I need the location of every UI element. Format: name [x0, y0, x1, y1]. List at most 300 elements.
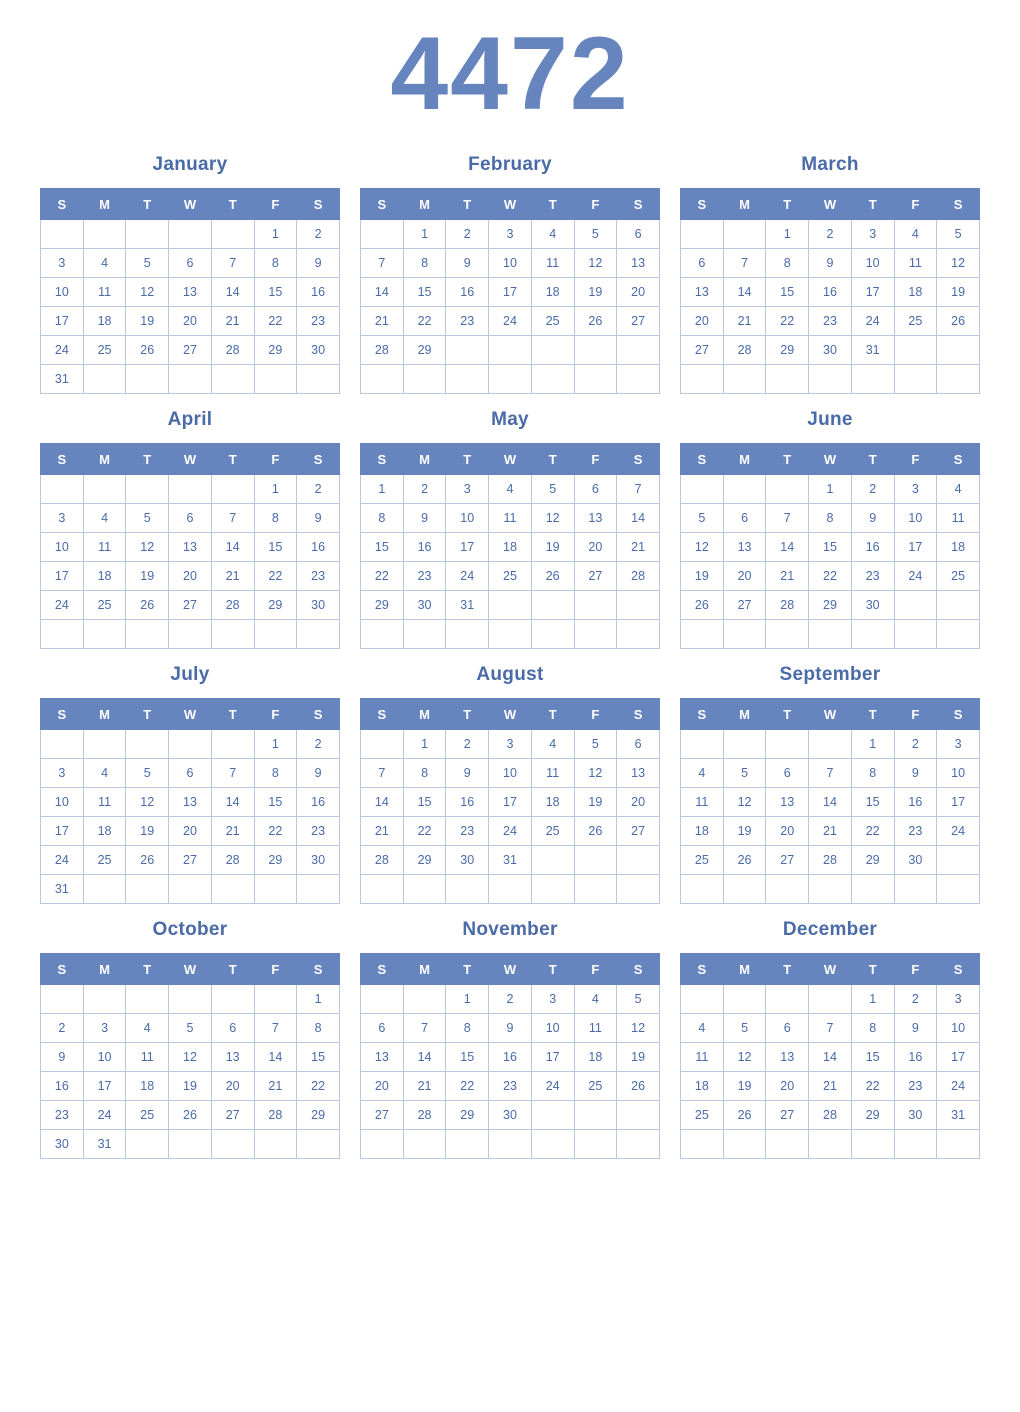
day-cell[interactable]: 11: [83, 533, 126, 562]
day-cell[interactable]: 1: [361, 475, 404, 504]
day-cell[interactable]: 14: [254, 1043, 297, 1072]
day-cell[interactable]: 23: [297, 307, 340, 336]
day-cell[interactable]: 2: [894, 730, 937, 759]
day-cell[interactable]: 29: [254, 591, 297, 620]
day-cell[interactable]: 5: [574, 730, 617, 759]
day-cell[interactable]: 15: [403, 788, 446, 817]
day-cell[interactable]: 26: [681, 591, 724, 620]
day-cell[interactable]: 25: [894, 307, 937, 336]
day-cell[interactable]: 5: [126, 249, 169, 278]
day-cell[interactable]: 26: [723, 1101, 766, 1130]
day-cell[interactable]: 7: [617, 475, 660, 504]
day-cell[interactable]: 30: [809, 336, 852, 365]
day-cell[interactable]: 18: [681, 817, 724, 846]
day-cell[interactable]: 23: [297, 817, 340, 846]
day-cell[interactable]: 13: [169, 533, 212, 562]
day-cell[interactable]: 19: [723, 817, 766, 846]
day-cell[interactable]: 8: [361, 504, 404, 533]
day-cell[interactable]: 25: [937, 562, 980, 591]
day-cell[interactable]: 20: [574, 533, 617, 562]
day-cell[interactable]: 16: [446, 278, 489, 307]
day-cell[interactable]: 21: [617, 533, 660, 562]
day-cell[interactable]: 18: [83, 562, 126, 591]
day-cell[interactable]: 2: [297, 730, 340, 759]
day-cell[interactable]: 21: [403, 1072, 446, 1101]
day-cell[interactable]: 9: [297, 759, 340, 788]
day-cell[interactable]: 13: [211, 1043, 254, 1072]
day-cell[interactable]: 13: [617, 249, 660, 278]
day-cell[interactable]: 2: [403, 475, 446, 504]
day-cell[interactable]: 6: [574, 475, 617, 504]
day-cell[interactable]: 19: [681, 562, 724, 591]
day-cell[interactable]: 3: [446, 475, 489, 504]
day-cell[interactable]: 29: [446, 1101, 489, 1130]
day-cell[interactable]: 2: [41, 1014, 84, 1043]
day-cell[interactable]: 5: [681, 504, 724, 533]
day-cell[interactable]: 27: [169, 591, 212, 620]
day-cell[interactable]: 22: [403, 817, 446, 846]
day-cell[interactable]: 4: [531, 220, 574, 249]
day-cell[interactable]: 2: [297, 475, 340, 504]
day-cell[interactable]: 15: [297, 1043, 340, 1072]
day-cell[interactable]: 21: [809, 817, 852, 846]
day-cell[interactable]: 29: [851, 846, 894, 875]
day-cell[interactable]: 6: [169, 759, 212, 788]
day-cell[interactable]: 18: [574, 1043, 617, 1072]
day-cell[interactable]: 22: [254, 817, 297, 846]
day-cell[interactable]: 27: [574, 562, 617, 591]
day-cell[interactable]: 26: [126, 336, 169, 365]
day-cell[interactable]: 31: [851, 336, 894, 365]
day-cell[interactable]: 24: [937, 1072, 980, 1101]
day-cell[interactable]: 22: [254, 307, 297, 336]
day-cell[interactable]: 22: [403, 307, 446, 336]
day-cell[interactable]: 30: [297, 846, 340, 875]
day-cell[interactable]: 3: [851, 220, 894, 249]
day-cell[interactable]: 28: [211, 336, 254, 365]
day-cell[interactable]: 27: [169, 846, 212, 875]
day-cell[interactable]: 27: [766, 846, 809, 875]
day-cell[interactable]: 17: [489, 278, 532, 307]
day-cell[interactable]: 17: [489, 788, 532, 817]
day-cell[interactable]: 16: [489, 1043, 532, 1072]
day-cell[interactable]: 14: [211, 788, 254, 817]
day-cell[interactable]: 22: [766, 307, 809, 336]
day-cell[interactable]: 11: [531, 759, 574, 788]
day-cell[interactable]: 11: [681, 1043, 724, 1072]
day-cell[interactable]: 27: [361, 1101, 404, 1130]
day-cell[interactable]: 29: [809, 591, 852, 620]
day-cell[interactable]: 17: [446, 533, 489, 562]
day-cell[interactable]: 11: [489, 504, 532, 533]
day-cell[interactable]: 6: [617, 220, 660, 249]
day-cell[interactable]: 20: [169, 562, 212, 591]
day-cell[interactable]: 12: [617, 1014, 660, 1043]
day-cell[interactable]: 22: [851, 1072, 894, 1101]
day-cell[interactable]: 1: [254, 730, 297, 759]
day-cell[interactable]: 21: [766, 562, 809, 591]
day-cell[interactable]: 16: [894, 788, 937, 817]
day-cell[interactable]: 11: [681, 788, 724, 817]
day-cell[interactable]: 21: [723, 307, 766, 336]
day-cell[interactable]: 1: [851, 985, 894, 1014]
day-cell[interactable]: 2: [297, 220, 340, 249]
day-cell[interactable]: 20: [766, 817, 809, 846]
day-cell[interactable]: 31: [937, 1101, 980, 1130]
day-cell[interactable]: 25: [83, 846, 126, 875]
day-cell[interactable]: 14: [361, 788, 404, 817]
day-cell[interactable]: 12: [531, 504, 574, 533]
day-cell[interactable]: 1: [851, 730, 894, 759]
day-cell[interactable]: 20: [169, 817, 212, 846]
day-cell[interactable]: 8: [254, 249, 297, 278]
day-cell[interactable]: 20: [766, 1072, 809, 1101]
day-cell[interactable]: 21: [211, 562, 254, 591]
day-cell[interactable]: 2: [809, 220, 852, 249]
day-cell[interactable]: 12: [126, 278, 169, 307]
day-cell[interactable]: 4: [83, 504, 126, 533]
day-cell[interactable]: 29: [361, 591, 404, 620]
day-cell[interactable]: 25: [126, 1101, 169, 1130]
day-cell[interactable]: 19: [126, 817, 169, 846]
day-cell[interactable]: 7: [809, 1014, 852, 1043]
day-cell[interactable]: 5: [126, 504, 169, 533]
day-cell[interactable]: 6: [361, 1014, 404, 1043]
day-cell[interactable]: 14: [723, 278, 766, 307]
day-cell[interactable]: 15: [361, 533, 404, 562]
day-cell[interactable]: 27: [681, 336, 724, 365]
day-cell[interactable]: 7: [254, 1014, 297, 1043]
day-cell[interactable]: 3: [83, 1014, 126, 1043]
day-cell[interactable]: 14: [809, 1043, 852, 1072]
day-cell[interactable]: 16: [446, 788, 489, 817]
day-cell[interactable]: 18: [937, 533, 980, 562]
day-cell[interactable]: 19: [937, 278, 980, 307]
day-cell[interactable]: 24: [446, 562, 489, 591]
day-cell[interactable]: 15: [851, 1043, 894, 1072]
day-cell[interactable]: 18: [126, 1072, 169, 1101]
day-cell[interactable]: 29: [851, 1101, 894, 1130]
day-cell[interactable]: 6: [766, 759, 809, 788]
day-cell[interactable]: 26: [937, 307, 980, 336]
day-cell[interactable]: 4: [894, 220, 937, 249]
day-cell[interactable]: 8: [446, 1014, 489, 1043]
day-cell[interactable]: 23: [894, 817, 937, 846]
day-cell[interactable]: 12: [574, 759, 617, 788]
day-cell[interactable]: 3: [41, 759, 84, 788]
day-cell[interactable]: 28: [211, 846, 254, 875]
day-cell[interactable]: 7: [211, 759, 254, 788]
day-cell[interactable]: 26: [531, 562, 574, 591]
day-cell[interactable]: 31: [489, 846, 532, 875]
day-cell[interactable]: 4: [83, 759, 126, 788]
day-cell[interactable]: 8: [403, 249, 446, 278]
day-cell[interactable]: 17: [937, 788, 980, 817]
day-cell[interactable]: 10: [446, 504, 489, 533]
day-cell[interactable]: 16: [851, 533, 894, 562]
day-cell[interactable]: 28: [361, 846, 404, 875]
day-cell[interactable]: 28: [403, 1101, 446, 1130]
day-cell[interactable]: 27: [766, 1101, 809, 1130]
day-cell[interactable]: 6: [723, 504, 766, 533]
day-cell[interactable]: 2: [894, 985, 937, 1014]
day-cell[interactable]: 23: [41, 1101, 84, 1130]
day-cell[interactable]: 8: [809, 504, 852, 533]
day-cell[interactable]: 15: [254, 788, 297, 817]
day-cell[interactable]: 2: [446, 220, 489, 249]
day-cell[interactable]: 25: [489, 562, 532, 591]
day-cell[interactable]: 12: [723, 1043, 766, 1072]
day-cell[interactable]: 6: [169, 249, 212, 278]
day-cell[interactable]: 22: [361, 562, 404, 591]
day-cell[interactable]: 28: [809, 1101, 852, 1130]
day-cell[interactable]: 11: [126, 1043, 169, 1072]
day-cell[interactable]: 27: [723, 591, 766, 620]
day-cell[interactable]: 12: [681, 533, 724, 562]
day-cell[interactable]: 28: [254, 1101, 297, 1130]
day-cell[interactable]: 7: [809, 759, 852, 788]
day-cell[interactable]: 8: [403, 759, 446, 788]
day-cell[interactable]: 8: [851, 759, 894, 788]
day-cell[interactable]: 20: [617, 278, 660, 307]
day-cell[interactable]: 13: [617, 759, 660, 788]
day-cell[interactable]: 24: [41, 846, 84, 875]
day-cell[interactable]: 8: [851, 1014, 894, 1043]
day-cell[interactable]: 22: [297, 1072, 340, 1101]
day-cell[interactable]: 16: [41, 1072, 84, 1101]
day-cell[interactable]: 31: [41, 365, 84, 394]
day-cell[interactable]: 9: [851, 504, 894, 533]
day-cell[interactable]: 13: [169, 278, 212, 307]
day-cell[interactable]: 9: [403, 504, 446, 533]
day-cell[interactable]: 25: [531, 817, 574, 846]
day-cell[interactable]: 25: [83, 591, 126, 620]
day-cell[interactable]: 23: [851, 562, 894, 591]
day-cell[interactable]: 7: [403, 1014, 446, 1043]
day-cell[interactable]: 9: [809, 249, 852, 278]
day-cell[interactable]: 19: [169, 1072, 212, 1101]
day-cell[interactable]: 6: [766, 1014, 809, 1043]
day-cell[interactable]: 1: [403, 730, 446, 759]
day-cell[interactable]: 9: [894, 759, 937, 788]
day-cell[interactable]: 20: [617, 788, 660, 817]
day-cell[interactable]: 3: [531, 985, 574, 1014]
day-cell[interactable]: 30: [297, 591, 340, 620]
day-cell[interactable]: 23: [446, 817, 489, 846]
day-cell[interactable]: 4: [126, 1014, 169, 1043]
day-cell[interactable]: 15: [254, 533, 297, 562]
day-cell[interactable]: 27: [617, 817, 660, 846]
day-cell[interactable]: 8: [254, 759, 297, 788]
day-cell[interactable]: 10: [489, 759, 532, 788]
day-cell[interactable]: 6: [681, 249, 724, 278]
day-cell[interactable]: 29: [254, 846, 297, 875]
day-cell[interactable]: 24: [937, 817, 980, 846]
day-cell[interactable]: 8: [766, 249, 809, 278]
day-cell[interactable]: 20: [361, 1072, 404, 1101]
day-cell[interactable]: 14: [211, 533, 254, 562]
day-cell[interactable]: 26: [617, 1072, 660, 1101]
day-cell[interactable]: 7: [211, 249, 254, 278]
day-cell[interactable]: 22: [446, 1072, 489, 1101]
day-cell[interactable]: 22: [254, 562, 297, 591]
day-cell[interactable]: 13: [681, 278, 724, 307]
day-cell[interactable]: 17: [83, 1072, 126, 1101]
day-cell[interactable]: 5: [723, 759, 766, 788]
day-cell[interactable]: 28: [361, 336, 404, 365]
day-cell[interactable]: 12: [126, 788, 169, 817]
day-cell[interactable]: 13: [361, 1043, 404, 1072]
day-cell[interactable]: 10: [531, 1014, 574, 1043]
day-cell[interactable]: 16: [894, 1043, 937, 1072]
day-cell[interactable]: 4: [937, 475, 980, 504]
day-cell[interactable]: 16: [297, 788, 340, 817]
day-cell[interactable]: 3: [937, 985, 980, 1014]
day-cell[interactable]: 4: [83, 249, 126, 278]
day-cell[interactable]: 27: [617, 307, 660, 336]
day-cell[interactable]: 19: [126, 307, 169, 336]
day-cell[interactable]: 25: [574, 1072, 617, 1101]
day-cell[interactable]: 29: [254, 336, 297, 365]
day-cell[interactable]: 23: [297, 562, 340, 591]
day-cell[interactable]: 30: [894, 846, 937, 875]
day-cell[interactable]: 20: [211, 1072, 254, 1101]
day-cell[interactable]: 21: [361, 817, 404, 846]
day-cell[interactable]: 13: [766, 788, 809, 817]
day-cell[interactable]: 4: [489, 475, 532, 504]
day-cell[interactable]: 7: [723, 249, 766, 278]
day-cell[interactable]: 9: [446, 759, 489, 788]
day-cell[interactable]: 17: [851, 278, 894, 307]
day-cell[interactable]: 17: [41, 817, 84, 846]
day-cell[interactable]: 24: [83, 1101, 126, 1130]
day-cell[interactable]: 6: [617, 730, 660, 759]
day-cell[interactable]: 4: [574, 985, 617, 1014]
day-cell[interactable]: 1: [254, 475, 297, 504]
day-cell[interactable]: 25: [681, 1101, 724, 1130]
day-cell[interactable]: 1: [297, 985, 340, 1014]
day-cell[interactable]: 13: [766, 1043, 809, 1072]
day-cell[interactable]: 19: [574, 278, 617, 307]
day-cell[interactable]: 10: [489, 249, 532, 278]
day-cell[interactable]: 25: [681, 846, 724, 875]
day-cell[interactable]: 11: [937, 504, 980, 533]
day-cell[interactable]: 14: [211, 278, 254, 307]
day-cell[interactable]: 30: [894, 1101, 937, 1130]
day-cell[interactable]: 31: [446, 591, 489, 620]
day-cell[interactable]: 1: [809, 475, 852, 504]
day-cell[interactable]: 9: [297, 249, 340, 278]
day-cell[interactable]: 17: [937, 1043, 980, 1072]
day-cell[interactable]: 21: [211, 817, 254, 846]
day-cell[interactable]: 12: [126, 533, 169, 562]
day-cell[interactable]: 10: [894, 504, 937, 533]
day-cell[interactable]: 26: [574, 307, 617, 336]
day-cell[interactable]: 13: [169, 788, 212, 817]
day-cell[interactable]: 12: [169, 1043, 212, 1072]
day-cell[interactable]: 19: [617, 1043, 660, 1072]
day-cell[interactable]: 5: [169, 1014, 212, 1043]
day-cell[interactable]: 28: [809, 846, 852, 875]
day-cell[interactable]: 31: [83, 1130, 126, 1159]
day-cell[interactable]: 3: [894, 475, 937, 504]
day-cell[interactable]: 18: [83, 307, 126, 336]
day-cell[interactable]: 16: [297, 278, 340, 307]
day-cell[interactable]: 8: [297, 1014, 340, 1043]
day-cell[interactable]: 18: [489, 533, 532, 562]
day-cell[interactable]: 10: [851, 249, 894, 278]
day-cell[interactable]: 24: [41, 336, 84, 365]
day-cell[interactable]: 19: [723, 1072, 766, 1101]
day-cell[interactable]: 11: [531, 249, 574, 278]
day-cell[interactable]: 30: [851, 591, 894, 620]
day-cell[interactable]: 11: [894, 249, 937, 278]
day-cell[interactable]: 3: [41, 504, 84, 533]
day-cell[interactable]: 3: [937, 730, 980, 759]
day-cell[interactable]: 15: [446, 1043, 489, 1072]
day-cell[interactable]: 11: [83, 788, 126, 817]
day-cell[interactable]: 1: [446, 985, 489, 1014]
day-cell[interactable]: 24: [489, 817, 532, 846]
day-cell[interactable]: 3: [41, 249, 84, 278]
day-cell[interactable]: 19: [574, 788, 617, 817]
day-cell[interactable]: 2: [446, 730, 489, 759]
day-cell[interactable]: 16: [403, 533, 446, 562]
day-cell[interactable]: 9: [446, 249, 489, 278]
day-cell[interactable]: 20: [723, 562, 766, 591]
day-cell[interactable]: 29: [297, 1101, 340, 1130]
day-cell[interactable]: 20: [681, 307, 724, 336]
day-cell[interactable]: 18: [531, 788, 574, 817]
day-cell[interactable]: 22: [809, 562, 852, 591]
day-cell[interactable]: 3: [489, 730, 532, 759]
day-cell[interactable]: 30: [403, 591, 446, 620]
day-cell[interactable]: 26: [723, 846, 766, 875]
day-cell[interactable]: 15: [851, 788, 894, 817]
day-cell[interactable]: 6: [211, 1014, 254, 1043]
day-cell[interactable]: 19: [126, 562, 169, 591]
day-cell[interactable]: 11: [574, 1014, 617, 1043]
day-cell[interactable]: 19: [531, 533, 574, 562]
day-cell[interactable]: 5: [617, 985, 660, 1014]
day-cell[interactable]: 9: [297, 504, 340, 533]
day-cell[interactable]: 8: [254, 504, 297, 533]
day-cell[interactable]: 30: [41, 1130, 84, 1159]
day-cell[interactable]: 23: [809, 307, 852, 336]
day-cell[interactable]: 29: [403, 336, 446, 365]
day-cell[interactable]: 24: [851, 307, 894, 336]
day-cell[interactable]: 18: [894, 278, 937, 307]
day-cell[interactable]: 4: [681, 1014, 724, 1043]
day-cell[interactable]: 21: [809, 1072, 852, 1101]
day-cell[interactable]: 24: [41, 591, 84, 620]
day-cell[interactable]: 28: [766, 591, 809, 620]
day-cell[interactable]: 25: [83, 336, 126, 365]
day-cell[interactable]: 10: [83, 1043, 126, 1072]
day-cell[interactable]: 26: [574, 817, 617, 846]
day-cell[interactable]: 26: [126, 591, 169, 620]
day-cell[interactable]: 5: [574, 220, 617, 249]
day-cell[interactable]: 20: [169, 307, 212, 336]
day-cell[interactable]: 17: [41, 562, 84, 591]
day-cell[interactable]: 17: [894, 533, 937, 562]
day-cell[interactable]: 14: [809, 788, 852, 817]
day-cell[interactable]: 2: [851, 475, 894, 504]
day-cell[interactable]: 30: [446, 846, 489, 875]
day-cell[interactable]: 24: [531, 1072, 574, 1101]
day-cell[interactable]: 16: [809, 278, 852, 307]
day-cell[interactable]: 18: [531, 278, 574, 307]
